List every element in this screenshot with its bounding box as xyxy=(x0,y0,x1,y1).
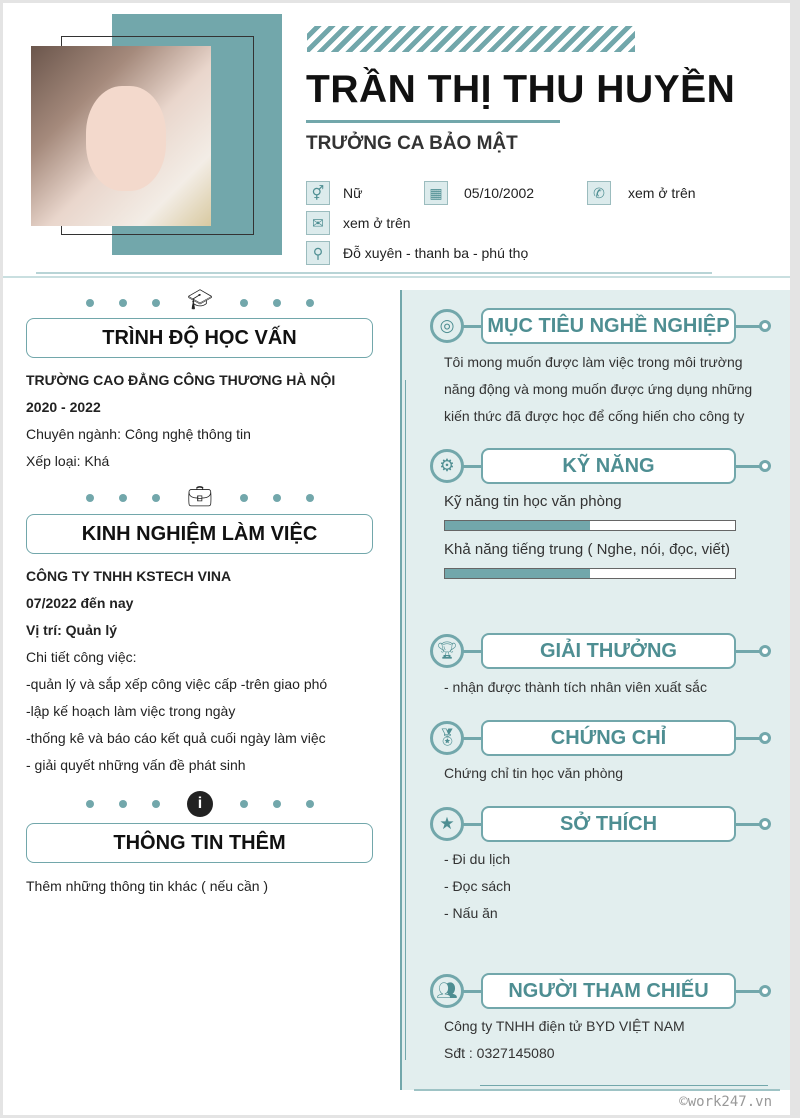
email-value: xem ở trên xyxy=(343,215,411,231)
decor-stripes xyxy=(307,26,635,52)
major: Chuyên ngành: Công nghệ thông tin xyxy=(26,426,251,442)
star-icon: ★ xyxy=(430,807,464,841)
certificate-icon: 🏅︎ xyxy=(430,721,464,755)
skill-bar xyxy=(444,568,736,579)
certificate-item: Chứng chỉ tin học văn phòng xyxy=(444,765,624,781)
dot xyxy=(152,299,160,307)
detail-item: -quản lý và sắp xếp công việc cấp -trên giao phó xyxy=(26,676,328,692)
connector-dot xyxy=(759,818,771,830)
gender-value: Nữ xyxy=(343,185,363,201)
dot xyxy=(273,299,281,307)
phone-icon: ✆ xyxy=(587,181,611,205)
school-name: TRƯỜNG CAO ĐẲNG CÔNG THƯƠNG HÀ NỘI xyxy=(26,372,336,388)
hobby-item: - Đọc sách xyxy=(444,878,511,894)
reference-phone: Sđt : 0327145080 xyxy=(444,1045,555,1061)
info-icon: i xyxy=(187,791,213,817)
detail-item: -thống kê và báo cáo kết quả cuối ngày làm việc xyxy=(26,730,326,746)
dot xyxy=(240,494,248,502)
dot xyxy=(240,299,248,307)
hobby-item: - Đi du lịch xyxy=(444,851,511,867)
dot xyxy=(240,800,248,808)
birthdate-value: 05/10/2002 xyxy=(464,185,535,201)
detail-item: - giải quyết những vấn đề phát sinh xyxy=(26,757,246,773)
grade: Xếp loại: Khá xyxy=(26,453,110,469)
trophy-icon: 🏆︎ xyxy=(430,634,464,668)
skill-bar-fill xyxy=(445,569,590,578)
divider xyxy=(3,276,790,278)
connector-dot xyxy=(759,320,771,332)
experience-heading: KINH NGHIỆM LÀM VIỆC xyxy=(26,514,373,554)
divider xyxy=(414,1089,780,1091)
connector-dot xyxy=(759,985,771,997)
profile-photo xyxy=(31,46,211,226)
skill-bar xyxy=(444,520,736,531)
dot xyxy=(152,800,160,808)
dot xyxy=(306,800,314,808)
position: Vị trí: Quản lý xyxy=(26,622,118,638)
dot xyxy=(86,800,94,808)
awards-heading: GIẢI THƯỞNG xyxy=(481,633,736,669)
school-years: 2020 - 2022 xyxy=(26,399,101,415)
reference-company: Công ty TNHH điện tử BYD VIỆT NAM xyxy=(444,1018,685,1034)
dot xyxy=(273,494,281,502)
connector-dot xyxy=(759,460,771,472)
panel-inner-line xyxy=(405,380,406,1060)
divider xyxy=(36,272,712,274)
dot xyxy=(273,800,281,808)
detail-item: -lập kế hoạch làm việc trong ngày xyxy=(26,703,236,719)
objective-line: kiến thức đã được học để cống hiến cho công ty xyxy=(444,408,745,424)
dot xyxy=(86,494,94,502)
extra-text: Thêm những thông tin khác ( nếu cần ) xyxy=(26,878,269,894)
hobbies-heading: SỞ THÍCH xyxy=(481,806,736,842)
phone-value: xem ở trên xyxy=(628,185,696,201)
skill-bar-fill xyxy=(445,521,590,530)
company-name: CÔNG TY TNHH KSTECH VINA xyxy=(26,568,232,584)
watermark: ©work247.vn xyxy=(679,1094,772,1110)
gear-icon: ⚙ xyxy=(430,449,464,483)
panel-border xyxy=(400,290,402,1090)
graduation-cap-icon: 🎓︎ xyxy=(187,289,213,311)
address-value: Đỗ xuyên - thanh ba - phú thọ xyxy=(343,245,529,261)
objective-line: Tôi mong muốn được làm việc trong môi trường xyxy=(444,354,743,370)
location-icon: ⚲ xyxy=(306,241,330,265)
people-icon: 👥︎ xyxy=(430,974,464,1008)
dot xyxy=(119,494,127,502)
email-icon: ✉ xyxy=(306,211,330,235)
gender-icon: ⚥ xyxy=(306,181,330,205)
dot xyxy=(306,299,314,307)
calendar-icon: ▦ xyxy=(424,181,448,205)
objective-line: năng động và mong muốn được ứng dụng những xyxy=(444,381,753,397)
job-title: TRƯỞNG CA BẢO MẬT xyxy=(306,133,518,154)
skills-heading: KỸ NĂNG xyxy=(481,448,736,484)
dot xyxy=(119,299,127,307)
dot xyxy=(306,494,314,502)
divider xyxy=(480,1085,768,1086)
skill-label: Kỹ năng tin học văn phòng xyxy=(444,493,622,510)
objective-heading: MỤC TIÊU NGHỀ NGHIỆP xyxy=(481,308,736,344)
extra-heading: THÔNG TIN THÊM xyxy=(26,823,373,863)
references-heading: NGƯỜI THAM CHIẾU xyxy=(481,973,736,1009)
dot xyxy=(86,299,94,307)
education-heading: TRÌNH ĐỘ HỌC VẤN xyxy=(26,318,373,358)
award-item: - nhận được thành tích nhân viên xuất sắc xyxy=(444,679,707,695)
dot xyxy=(119,800,127,808)
briefcase-icon: 💼︎ xyxy=(187,486,213,508)
connector-dot xyxy=(759,645,771,657)
skill-label: Khả năng tiếng trung ( Nghe, nói, đọc, viết) xyxy=(444,541,731,558)
work-period: 07/2022 đến nay xyxy=(26,595,134,611)
target-icon: ◎ xyxy=(430,309,464,343)
certificates-heading: CHỨNG CHỈ xyxy=(481,720,736,756)
name-underline xyxy=(306,120,560,123)
candidate-name: TRẦN THỊ THU HUYỀN xyxy=(306,68,736,111)
connector-dot xyxy=(759,732,771,744)
details-label: Chi tiết công việc: xyxy=(26,649,137,665)
dot xyxy=(152,494,160,502)
hobby-item: - Nấu ăn xyxy=(444,905,498,921)
